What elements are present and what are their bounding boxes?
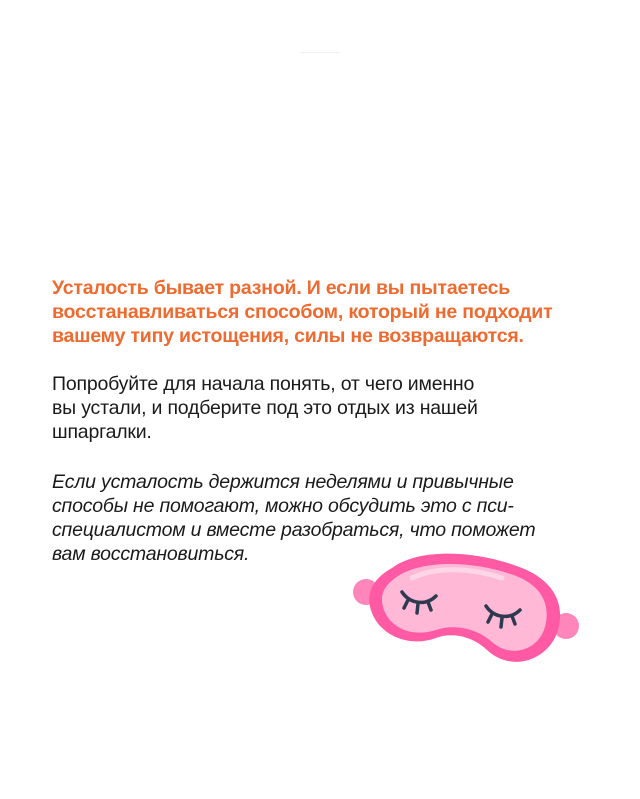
lead-line: восстанавливаться способом, который не подходит <box>52 301 553 323</box>
body-line: шпаргалки. <box>52 421 152 443</box>
text-content <box>52 276 592 566</box>
note-line: вам восстановиться. <box>52 543 250 565</box>
top-divider <box>300 52 340 53</box>
note-line: способы не помогают, можно обсудить это с пси- <box>52 495 514 517</box>
body-paragraph <box>52 372 592 444</box>
sleep-mask-icon <box>352 548 582 673</box>
lead-line: Усталость бывает разной. И если вы пытаетесь <box>52 277 511 299</box>
note-line: Если усталость держится неделями и привычные <box>52 471 514 493</box>
body-line: Попробуйте для начала понять, от чего именно <box>52 373 475 395</box>
lead-line: вашему типу истощения, силы не возвращаются. <box>52 325 524 347</box>
lead-paragraph <box>52 276 592 348</box>
note-line: специалистом и вместе разобраться, что поможет <box>52 519 536 541</box>
body-line: вы устали, и подберите под это отдых из нашей <box>52 397 478 419</box>
